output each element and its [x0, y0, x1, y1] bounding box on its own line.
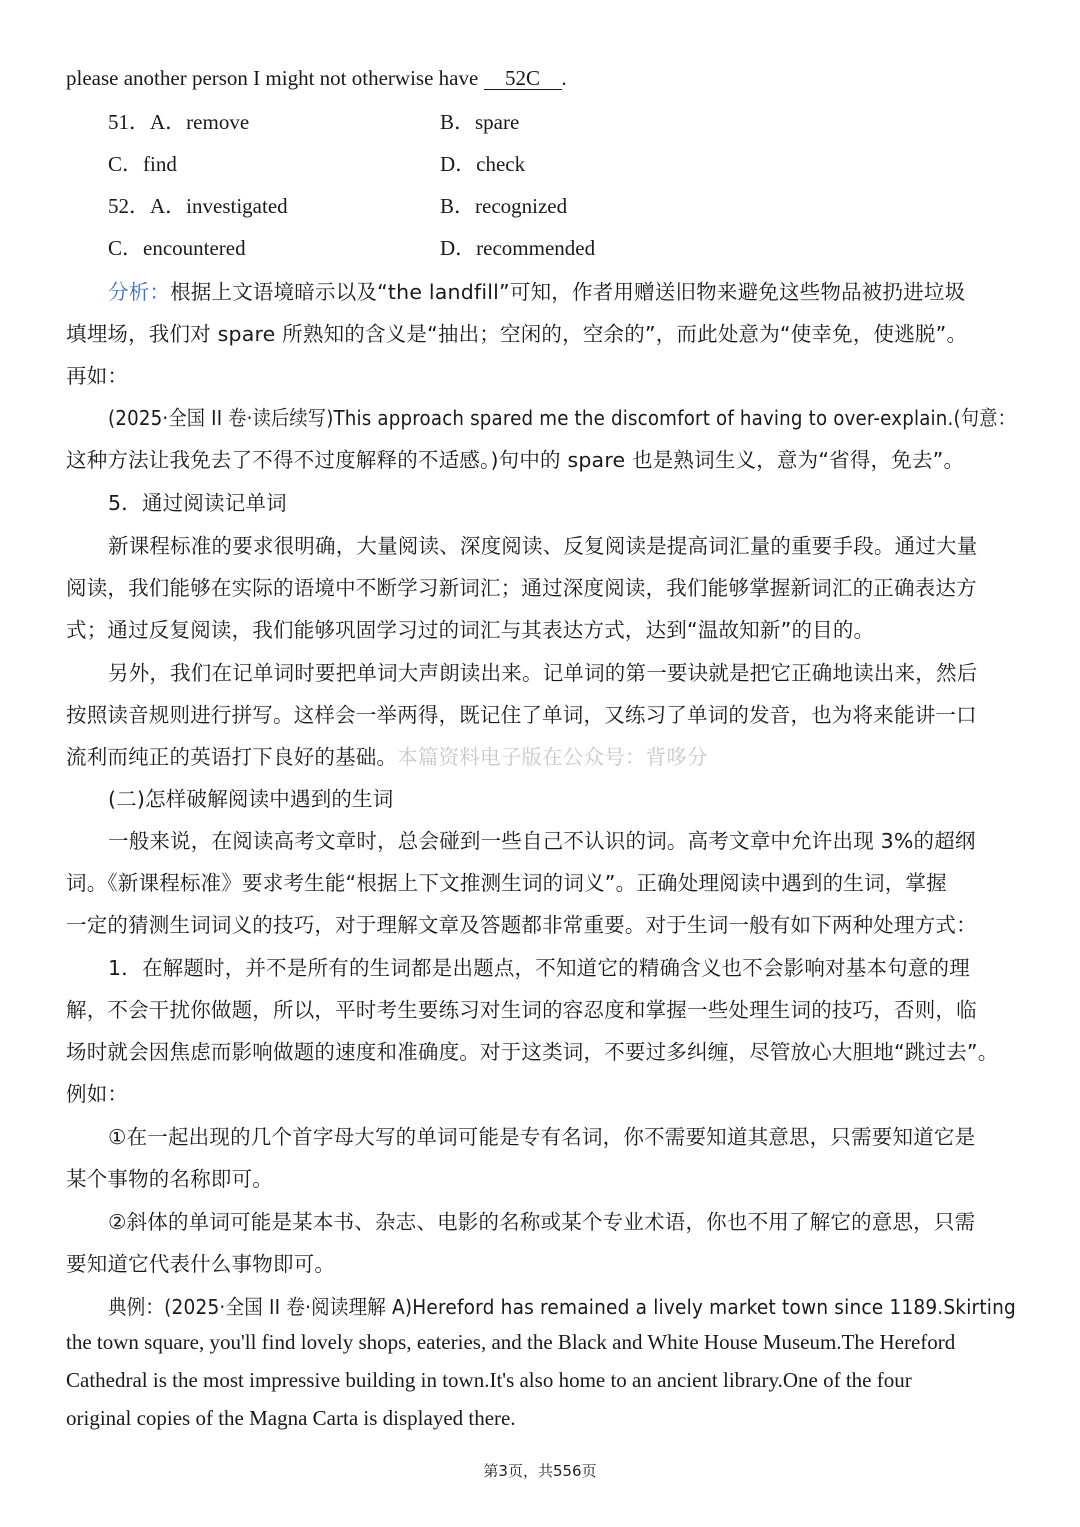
example1-line-2: 这种方法让我免去了不得不过度解释的不适感。)句中的 spare 也是熟词生义，意为“省得，免去”。 [66, 448, 965, 472]
page-number-footer: 第3页，共556页 [483, 1462, 597, 1480]
sec2-p2-line-1: 1．在解题时，并不是所有的生词都是出题点，不知道它的精确含义也不会影响对基本句意的理 [108, 956, 970, 980]
sec5-p2-line-1: 另外，我们在记单词时要把单词大声朗读出来。记单词的第一要诀就是把它正确地读出来，然后 [108, 661, 978, 685]
sec5-p2-line-3: 流利而纯正的英语打下良好的基础。本篇资料电子版在公众号：背哆分 [66, 745, 708, 769]
sec5-p2-line-2: 按照读音规则进行拼写。这样会一举两得，既记住了单词，又练习了单词的发音，也为将来能讲一口 [66, 703, 977, 727]
sec2-heading: (二)怎样破解阅读中遇到的生词 [108, 787, 394, 811]
analysis-line-2: 填埋场，我们对 spare 所熟知的含义是“抽出；空闲的，空余的”，而此处意为“使幸免，使逃脱”。 [66, 322, 968, 346]
q51-option-b: B．spare [440, 110, 520, 134]
q52-number: 52． [108, 194, 150, 218]
q52-option-b: B．recognized [440, 194, 568, 218]
q52-option-a: 52．A．investigated [108, 194, 288, 218]
q51-option-a: 51．A．remove [108, 110, 250, 134]
sec2-p1-line-3: 一定的猜测生词词义的技巧，对于理解文章及答题都非常重要。对于生词一般有如下两种处理方式： [66, 913, 977, 937]
sec2-case1-line-2: 某个事物的名称即可。 [66, 1167, 273, 1191]
sec5-heading: 5．通过阅读记单词 [108, 491, 287, 515]
example2-line-2: the town square, you'll find lovely shops, eateries, and the Black and White House Museum.The Hereford [66, 1330, 956, 1354]
q51-option-c: C．find [108, 152, 177, 176]
q52-option-d: D．recommended [440, 236, 596, 260]
sec2-p1-line-2: 词。《新课程标准》要求考生能“根据上下文推测生词的词义”。正确处理阅读中遇到的生词，掌握 [66, 871, 947, 895]
analysis-line-1: 分析：根据上文语境暗示以及“the landfill”可知，作者用赠送旧物来避免这些物品被扔进垃圾 [108, 280, 966, 304]
q51-number: 51． [108, 110, 150, 134]
example2-line-3: Cathedral is the most impressive building in town.It's also home to an ancient library.One of the four [66, 1368, 912, 1392]
analysis-label: 分析： [108, 280, 171, 304]
analysis-line-3: 再如： [66, 364, 129, 388]
example2-line-4: original copies of the Magna Carta is displayed there. [66, 1406, 516, 1430]
intro-period: . [561, 66, 567, 90]
q51-option-d: D．check [440, 152, 526, 176]
sec2-p2-line-2: 解，不会干扰你做题，所以，平时考生要练习对生词的容忍度和掌握一些处理生词的技巧，否则，临 [66, 998, 977, 1022]
intro-text: please another person I might not otherwise have [66, 66, 479, 90]
example1-line-1: (2025·全国 II 卷·读后续写)This approach spared me the discomfort of having to over-explain.(句意： [108, 406, 1017, 430]
sec2-p2-line-4: 例如： [66, 1082, 129, 1106]
sec2-case2-line-2: 要知道它代表什么事物即可。 [66, 1252, 336, 1276]
example2-line-1: 典例：(2025·全国 II 卷·阅读理解 A)Hereford has remained a lively market town since 1189.Skirting [108, 1295, 1016, 1319]
intro-line [66, 66, 567, 91]
watermark-text: 本篇资料电子版在公众号：背哆分 [397, 745, 708, 769]
sec2-p2-line-3: 场时就会因焦虑而影响做题的速度和准确度。对于这类词，不要过多纠缠，尽管放心大胆地“跳过去”。 [66, 1040, 999, 1064]
answer-blank: 52C [484, 67, 562, 90]
sec2-case2-line-1: ②斜体的单词可能是某本书、杂志、电影的名称或某个专业术语，你也不用了解它的意思，只需 [108, 1210, 976, 1234]
sec5-p1-line-1: 新课程标准的要求很明确，大量阅读、深度阅读、反复阅读是提高词汇量的重要手段。通过大量 [108, 534, 978, 558]
q52-option-c: C．encountered [108, 236, 246, 260]
sec2-p1-line-1: 一般来说，在阅读高考文章时，总会碰到一些自己不认识的词。高考文章中允许出现 3%的超纲 [108, 829, 976, 853]
sec5-p1-line-3: 式；通过反复阅读，我们能够巩固学习过的词汇与其表达方式，达到“温故知新”的目的。 [66, 618, 875, 642]
sec5-p1-line-2: 阅读，我们能够在实际的语境中不断学习新词汇；通过深度阅读，我们能够掌握新词汇的正确表达方 [66, 576, 977, 600]
sec2-case1-line-1: ①在一起出现的几个首字母大写的单词可能是专有名词，你不需要知道其意思，只需要知道它是 [108, 1125, 976, 1149]
